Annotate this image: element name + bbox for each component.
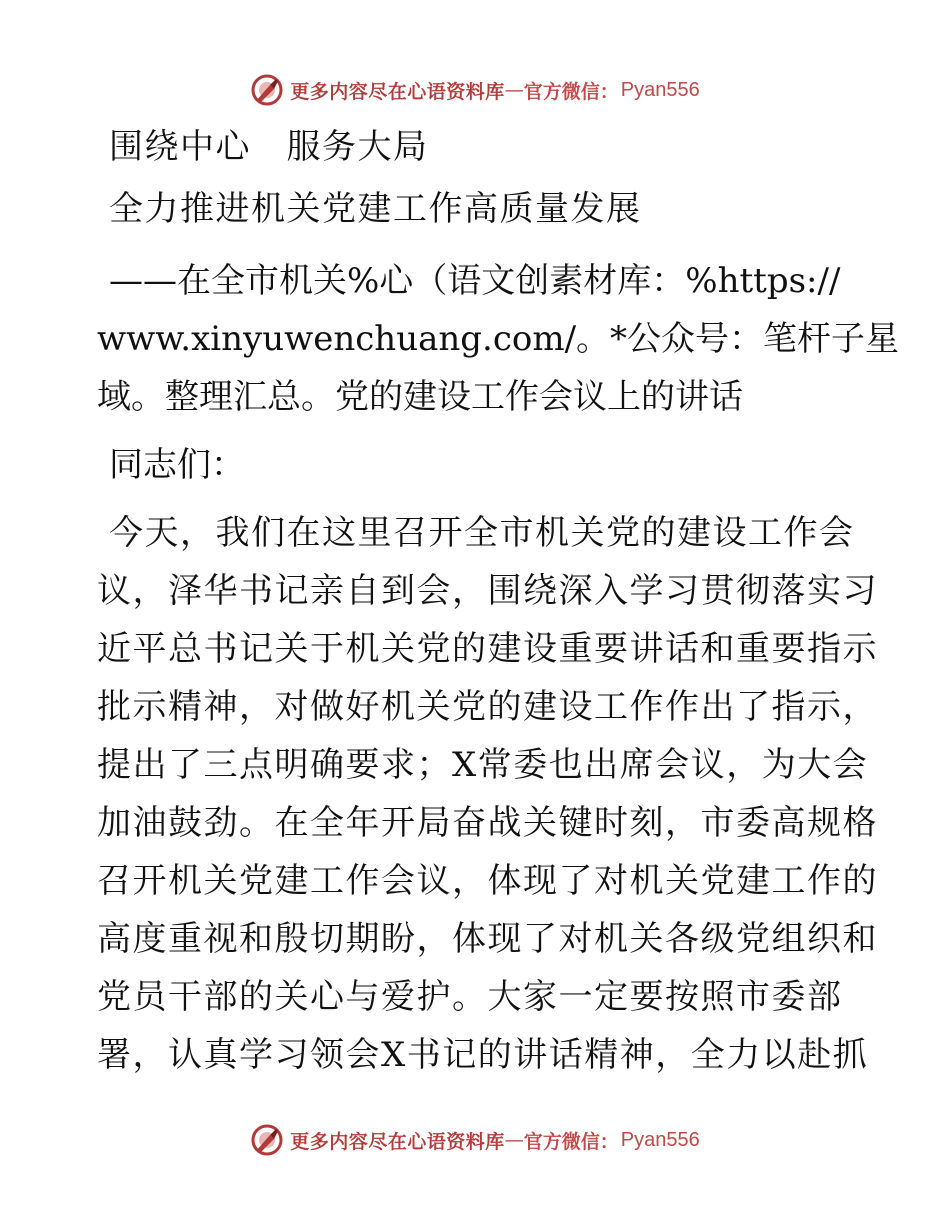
document-body bbox=[97, 118, 900, 1084]
watermark-wechat-id: Pyan556 bbox=[620, 1128, 700, 1151]
title-line-1: 围绕中心 服务大局 bbox=[109, 127, 429, 167]
salutation: 同志们： bbox=[109, 445, 245, 485]
body-line: 批示精神，对做好机关党的建设工作作出了指示， bbox=[97, 687, 878, 727]
footer-watermark bbox=[0, 1120, 950, 1160]
watermark-official-label: 官方微信： bbox=[523, 1130, 619, 1153]
watermark-main-text: 更多内容尽在心语资料库 bbox=[290, 80, 505, 103]
watermark-official-label: 官方微信： bbox=[523, 80, 619, 103]
pen-logo-icon bbox=[250, 1123, 284, 1157]
body-line: 议，泽华书记亲自到会，围绕深入学习贯彻落实习 bbox=[97, 571, 878, 611]
watermark-wechat-id: Pyan556 bbox=[620, 78, 700, 101]
pen-logo-icon bbox=[250, 73, 284, 107]
body-line: 近平总书记关于机关党的建设重要讲话和重要指示 bbox=[97, 629, 878, 669]
body-line: 召开机关党建工作会议，体现了对机关党建工作的 bbox=[97, 861, 878, 901]
header-watermark bbox=[0, 70, 950, 110]
body-line: 提出了三点明确要求；X常委也出席会议，为大会 bbox=[97, 745, 869, 785]
body-line: 今天，我们在这里召开全市机关党的建设工作会 bbox=[109, 513, 855, 553]
body-line: 加油鼓劲。在全年开局奋战关键时刻，市委高规格 bbox=[97, 803, 878, 843]
subtitle-line-2: www.xinyuwenchuang.com/。*公众号：笔杆子星 bbox=[97, 319, 900, 359]
watermark-separator: — bbox=[504, 79, 524, 101]
body-line: 高度重视和殷切期盼，体现了对机关各级党组织和 bbox=[97, 919, 878, 959]
body-paragraph bbox=[97, 504, 878, 1084]
body-line: 署，认真学习领会X书记的讲话精神，全力以赴抓 bbox=[97, 1035, 869, 1075]
watermark-separator: — bbox=[504, 1129, 524, 1151]
watermark-main-text: 更多内容尽在心语资料库 bbox=[290, 1130, 505, 1153]
subtitle-line-3: 域。整理汇总。党的建设工作会议上的讲话 bbox=[97, 377, 743, 417]
body-line: 党员干部的关心与爱护。大家一定要按照市委部 bbox=[97, 977, 843, 1017]
title-line-2: 全力推进机关党建工作高质量发展 bbox=[109, 189, 642, 229]
subtitle-line-1: ——在全市机关%心（语文创素材库：%https:// bbox=[109, 261, 841, 301]
